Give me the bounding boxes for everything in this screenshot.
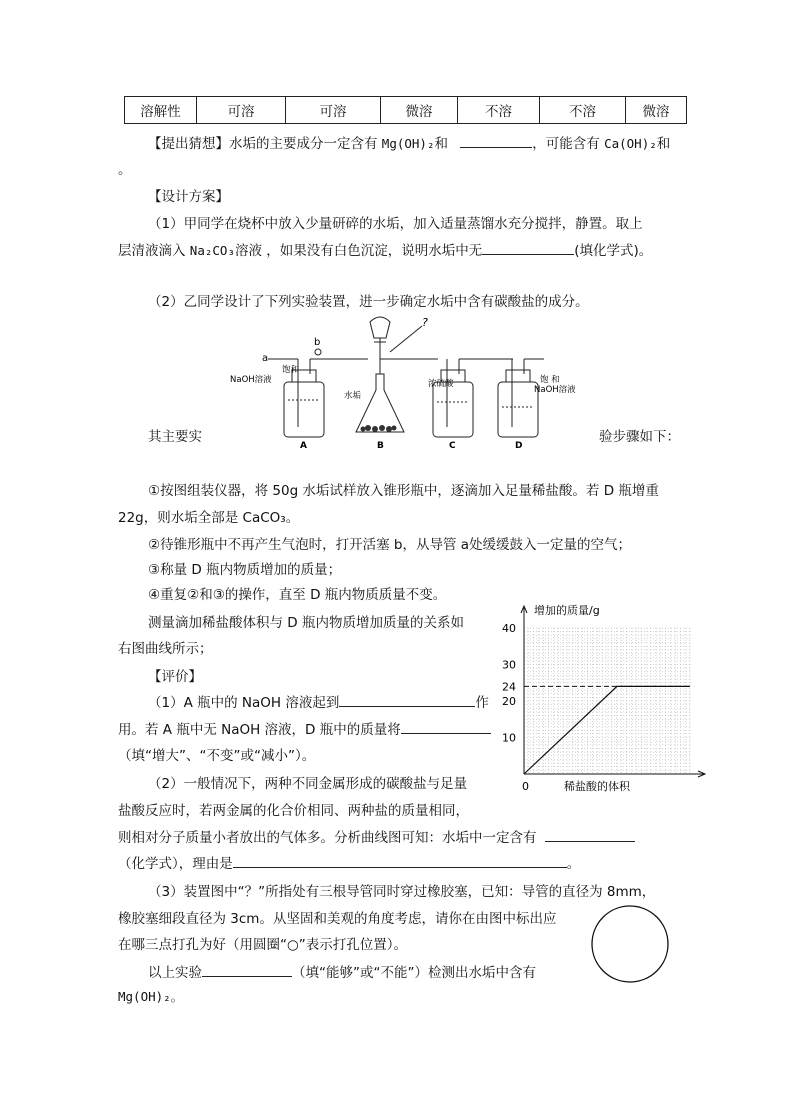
label-a: a xyxy=(262,353,269,364)
eval-2-text2: （化学式），理由是 xyxy=(118,856,233,872)
eval-4-text: 以上实验 xyxy=(148,965,202,981)
design-p1-line2 xyxy=(118,239,652,259)
solubility-table xyxy=(124,96,687,124)
eval-1-line1 xyxy=(148,691,489,711)
formula-mgoh2: Mg(OH)₂ xyxy=(381,136,435,151)
bottle-c-label: 浓硫酸 xyxy=(428,379,454,389)
eval-2-end: 。 xyxy=(566,856,581,872)
eval-2-text: 则相对分子质量小者放出的气体多。分析曲线图可知：水垢中一定含有 xyxy=(118,830,537,846)
answer-blank[interactable] xyxy=(460,133,532,148)
bottle-c xyxy=(433,382,473,437)
design-tag: 【设计方案】 xyxy=(148,189,229,205)
eval-1-line2 xyxy=(118,718,491,738)
table-cell: 不溶 xyxy=(458,97,540,124)
hypothesis-and2: 和 xyxy=(656,136,671,152)
step-2: ②待锥形瓶中不再产生气泡时，打开活塞 b，从导管 a处缓缓鼓入一定量的空气； xyxy=(148,537,632,553)
hypothesis-tag: 【提出猜想】 xyxy=(148,136,229,152)
design-p1-text3: (填化学式)。 xyxy=(574,243,653,259)
formula-na2co3: Na₂CO₃ xyxy=(189,243,235,258)
chart-ticks xyxy=(502,622,516,745)
eval-2-line4 xyxy=(118,852,580,872)
evaluation-tag: 【评价】 xyxy=(148,669,202,685)
measure-line1: 测量滴加稀盐酸体积与 D 瓶内物质增加质量的关系如 xyxy=(148,615,464,631)
hypothesis-end: 。 xyxy=(118,162,132,178)
hypothesis-line xyxy=(148,132,670,152)
y-tick-label: 10 xyxy=(502,731,516,745)
design-p1-line1: （1）甲同学在烧杯中放入少量研碎的水垢，加入适量蒸馏水充分搅拌，静置。取上 xyxy=(148,216,643,232)
hypothesis-text2: ，可能含有 xyxy=(532,136,600,152)
eval-2-line1: （2）一般情况下，两种不同金属形成的碳酸盐与足量 xyxy=(148,776,468,792)
name-c: C xyxy=(449,441,456,451)
eval-3-line3: 在哪三点打孔为好（用圆圈“○”表示打孔位置）。 xyxy=(118,937,408,953)
table-row xyxy=(125,97,687,124)
measure-line2: 右图曲线所示； xyxy=(118,641,213,657)
table-cell: 微溶 xyxy=(381,97,458,124)
eval-4-formula: Mg(OH)₂。 xyxy=(118,989,184,1004)
label-question: ? xyxy=(422,316,428,329)
bottle-d-label1: 饱 和 xyxy=(540,375,560,385)
table-cell: 溶解性 xyxy=(125,97,197,124)
hypothesis-and: 和 xyxy=(434,136,448,152)
eval-3-line2: 橡胶塞细段直径为 3cm。从坚固和美观的角度考虑，请你在由图中标出应 xyxy=(118,911,557,927)
flask-b xyxy=(356,374,404,432)
valve-b xyxy=(315,349,321,355)
step-3: ③称量 D 瓶内物质增加的质量； xyxy=(148,562,342,578)
design-p2: （2）乙同学设计了下列实验装置，进一步确定水垢中含有碳酸盐的成分。 xyxy=(148,294,589,310)
y-tick-label: 30 xyxy=(502,658,516,672)
y-tick-label: 20 xyxy=(502,695,516,708)
eval-2-line2: 盐酸反应时，若两金属的化合价相同、两种盐的质量相同， xyxy=(118,803,469,819)
answer-blank[interactable] xyxy=(545,827,635,842)
stopper-circle[interactable] xyxy=(588,902,672,986)
mass-chart xyxy=(470,600,710,800)
formula-caoh2: Ca(OH)₂ xyxy=(604,136,657,151)
steps-intro-right: 验步骤如下： xyxy=(599,429,680,445)
origin-label: 0 xyxy=(522,780,529,793)
design-p1-text2: 溶液 ，如果没有白色沉淀，说明水垢中无 xyxy=(234,243,483,259)
name-b: B xyxy=(377,441,384,451)
step-4: ④重复②和③的操作，直至 D 瓶内物质质量不变。 xyxy=(148,587,447,603)
flask-label: 水垢 xyxy=(344,391,362,401)
answer-blank[interactable] xyxy=(202,962,292,977)
bottle-a xyxy=(284,382,324,437)
y-tick-label: 40 xyxy=(502,622,516,635)
chart-grid xyxy=(524,628,690,774)
eval-2-line3 xyxy=(118,826,635,846)
step-1-line2: 22g，则水垢全部是 CaCO₃。 xyxy=(118,510,300,526)
label-b: b xyxy=(314,337,321,348)
answer-blank[interactable] xyxy=(339,692,475,707)
name-a: A xyxy=(300,441,307,451)
eval-1-text: （1）A 瓶中的 NaOH 溶液起到 xyxy=(148,695,340,711)
bottle-d xyxy=(498,382,538,437)
bottle-a-label1: 饱和 xyxy=(282,365,300,375)
eval-4-line1 xyxy=(148,961,536,981)
eval-1-text3: 用。若 A 瓶中无 NaOH 溶液，D 瓶中的质量将 xyxy=(118,722,401,738)
steps-intro-left: 其主要实 xyxy=(148,429,202,445)
apparatus-diagram xyxy=(228,312,576,452)
answer-blank[interactable] xyxy=(233,853,567,868)
bottle-a-label2: NaOH溶液 xyxy=(230,375,272,385)
eval-1-line3: （填“增大”、“不变”或“减小”）。 xyxy=(118,748,316,764)
table-cell: 微溶 xyxy=(626,97,687,124)
eval-4-text2: （填“能够”或“不能”）检测出水垢中含有 xyxy=(292,965,536,981)
y-tick-label: 24 xyxy=(502,680,516,694)
x-axis-label: 稀盐酸的体积 xyxy=(564,780,630,793)
eval-1-text2: 作 xyxy=(475,695,489,711)
eval-3-line1: （3）装置图中“？”所指处有三根导管同时穿过橡胶塞，已知：导管的直径为 8mm， xyxy=(148,884,656,900)
hypothesis-text: 水垢的主要成分一定含有 xyxy=(229,136,378,152)
table-cell: 不溶 xyxy=(540,97,626,124)
step-1-line1: ①按图组装仪器，将 50g 水垢试样放入锥形瓶中，逐滴加入足量稀盐酸。若 D 瓶增重 xyxy=(148,483,659,499)
answer-blank[interactable] xyxy=(482,240,574,255)
table-cell: 可溶 xyxy=(286,97,381,124)
design-p1-text: 层清液滴入 xyxy=(118,243,186,259)
separatory-funnel xyxy=(370,317,390,338)
table-cell: 可溶 xyxy=(197,97,286,124)
name-d: D xyxy=(515,441,523,451)
bottle-d-label2: NaOH溶液 xyxy=(534,385,576,395)
y-axis-label: 增加的质量/g xyxy=(534,604,600,617)
